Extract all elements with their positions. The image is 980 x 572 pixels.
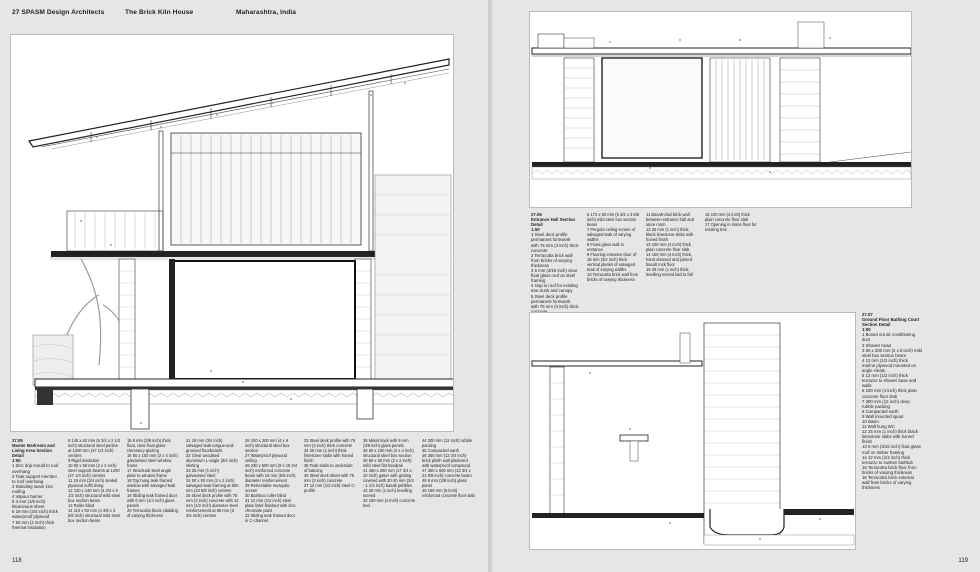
page-number-left: 118 [12,558,22,564]
note: 48 8 mm (3/8 inch) glass panel [422,478,467,488]
note: 40 50 x 50 mm (2 x 2 inch) mild steel flat handrail [363,458,412,468]
note: 46 350 mm (13 3/4 inch) brick plinth wall plastered with waterproof compound [422,453,471,468]
note: 6 19 mm (3/4 inch) thick waterproof plywood [12,509,58,520]
note: 14 12 mm (1/2 inch) thick terrazzo to sunken bathtub [862,454,913,465]
note: 38 Metal track with 9 mm (3/8 inch) glass panels [363,438,409,448]
note: 31 12 mm (1/2 inch) steel plate lintel finished with zinc chromate paint [245,498,296,513]
figure-scale: 1:50 [12,458,21,464]
note: 7 300 mm (12 inch) deep rubble packing [862,398,910,409]
note: 9 Wall mounted spout [862,413,904,419]
note: 10 50 x 50 mm (2 x 2 inch) steel support beams at 1200 (47 1/4 inch) centres [68,463,120,478]
note: 15 Terracotta brick floor from bricks of varying thickness [862,464,917,475]
drawing-27-05-master-bedroom-section [10,34,454,432]
note: 13 100 mm (4 inch) thick plain concrete floor slab [646,242,691,252]
note: 2 Teak support member to roof overhang [12,473,58,484]
figure-title: Master Bedroom and Living Area Section Detail [12,443,55,459]
note: 13 Roller blind [68,503,95,508]
figure-scale: 1:50 [862,327,871,333]
section-drawing-svg [11,35,454,432]
note: 6 172 x 92 mm (6 3/4 x 3 5/8 inch) mild steel box section beam [587,212,640,227]
note: 39 50 x 100 mm (2 x 4 inch) structural steel box section [363,448,414,458]
note: 30 Bamboo roller blind [245,493,286,498]
note: 35 Teak slabs to underside of balcony [304,463,353,473]
note: 3 50 x 200 mm (2 x 8 inch) mild steel box section beam [862,347,922,358]
notes-column [68,438,121,556]
notes-column [363,438,416,556]
project-location: Maharashtra, India [236,9,297,16]
figure-title: Entrance Hall Section Detail [531,217,576,228]
note: 8 Fixed glass wall to entrance [587,242,624,252]
note: 12 120 x 240 mm (4 3/4 x 9 1/2 inch) structural mild steel box section beam [68,488,121,503]
caption-27-05 [12,438,60,530]
note: 13 5 mm (3/16 inch) float glass roof on timber framing [862,444,921,455]
note: 43 100 mm (4 inch) concrete bed [363,498,416,508]
drawing-27-07-bathing-court-section [529,312,856,550]
notes-column [646,212,699,306]
notes-column [705,212,758,306]
note: 21 18 mm (3/4 inch) salvaged teak tongue-and-grooved floorboards [186,438,235,453]
note: 1 Steel deck profile permanent formwork with 75 mm (3 inch) thick concrete [531,232,579,253]
note: 29 Retractable mosquito screen [245,483,290,493]
note: 1 Boxed out air conditioning duct [862,332,916,343]
note: 1 Zinc drip mould to roof overhang [12,463,59,474]
note: 2 Shower head [862,342,891,348]
note: 6 100 mm (4 inch) thick plain concrete floor slab [862,388,917,399]
note: 49 150 mm (6 inch) reinforced concrete floor slab [422,488,475,498]
note: 20 Terracotta block cladding of varying thickness [127,508,178,518]
entrance-section-svg [530,12,912,208]
note: 4 12 mm (1/2 inch) thick marine plywood mounted on angle cleats [862,357,916,374]
notes-column [422,438,475,556]
figure-number: 27.05 [12,438,23,443]
note: 19 Sliding teak framed door with 6 mm (1/4 inch) glass panels [127,493,178,508]
figure-number: 27.06 [531,212,542,217]
note: 17 Opening in stone floor for existing tree [705,222,757,232]
note: 34 25 mm (1 inch) thick limestone slabs with honed finish [304,448,354,463]
figure-scale: 1:50 [531,227,540,233]
notes-columns-27-06 [587,212,758,306]
notes-column [127,438,180,556]
notes-column [186,438,239,556]
note: 24 50 x 50 mm (2 x 2 inch) salvaged teak framing at 600 mm (23 5/8 inch) centres [186,478,239,493]
note: 37 12 mm (1/2 inch) steel C-profile [304,483,356,493]
note: 5 3 mm (1/8 inch) bituminous sheet [12,499,46,510]
note: 11 19 mm (3/4 inch) sealed plywood soffit lining [68,478,118,488]
note: 8 145 x 62 mm (5 3/4 x 2 1/2 inch) structural steel purlins at 1200 mm (47 1/4 inch) centres [68,438,121,458]
note: 16 50 x 100 mm (2 x 4 inch) galvanised steel window frame [127,453,178,468]
note: 14 110 x 92 mm (4 3/8 x 3 5/8 inch) structural mild steel box section beam [68,508,121,523]
note: 4 Vapour barrier [12,494,43,500]
note: 32 Sliding teak framed door in C-channel [245,513,296,523]
note: 42 25 mm (1 inch) levelling screed [363,488,412,498]
note: 7 Pergola ceiling screen of salvaged teak of varying widths [587,227,636,242]
note: 10 Terracotta brick wall from bricks of varying thickness [587,272,639,282]
note: 23 25 mm (1 inch) galvanised steel [186,468,219,478]
note: 8 Compacted earth [862,408,899,414]
bathing-court-svg [530,313,856,550]
note: 11 Wall hung WC [862,424,895,430]
note: 15 25 mm (1 inch) thick levelling screed laid to fall [646,267,693,277]
section-heading: 27 SPASM Design Architects [12,9,105,16]
note: 4 Gap in roof for existing tree trunk and canopy [531,283,578,294]
note: 5 12 mm (1/2 inch) thick terrazzo to shower base and walls [862,373,917,389]
note: 3 5 mm (3/16 inch) clear float glass roof on steel framing [531,268,578,284]
note: 5 Steel deck profile permanent formwork with 75 mm (3 inch) thick [531,293,579,309]
note: 41 450 x 250 mm (17 3/4 x 10 inch) gutter with grating covered with 20-30 mm (3/4 - 1 1/4 inch) basalt pebbles [363,468,414,488]
note: 44 300 mm (12 inch) rubble packing [422,438,473,448]
note: 17 Structural steel angle plate to window frame [127,468,172,478]
figure-title: Ground Floor Bathing Court Section Detail [862,317,920,328]
note: 15 8 mm (3/8 inch) thick float, clear float glass clerestory glazing [127,438,171,453]
note: 45 Compacted earth [422,448,460,453]
note: 14 100 mm (4 inch) thick, hand dressed and jointed basalt rock floor [646,252,692,267]
note: 2 Terracotta brick wall from bricks of varying thickness [531,252,573,268]
note: 9 Rigid insulation [68,458,100,463]
notes-column [587,212,640,306]
note: 47 350 x 600 mm (13 3/4 x 23 5/8 inch) concrete beam [422,468,472,478]
drawing-27-06-entrance-hall-section [529,11,912,208]
note: 28 230 x 500 mm (9 x 19 3/4 inch) reinforced concrete beam with 16 mm (5/8 inch) diameter reinforcement [245,463,298,483]
left-page [0,0,488,572]
note: 16 Terracotta brick external wall from bricks of varying thickness [862,475,914,491]
note: 18 Top hung teak framed window with salvaged teak frames [127,478,176,493]
note: 3 Standing seam zinc roofing [12,483,54,494]
project-name: The Brick Kiln House [125,9,194,16]
figure-number: 27.07 [862,312,873,317]
caption-27-07 [862,312,922,522]
note: 9 Flooring entrance door of 18 mm (3/4 inch) thick vertical planks of salvaged teak of varying widths [587,252,637,272]
note: 10 Basin [862,418,879,424]
notes-column [245,438,298,556]
note: 12 25 mm (1 inch) thick black limestone slabs with honed finish [646,227,694,242]
note: 11 Basalt-clad brick wall between entrance hall and store room [646,212,695,227]
note: 25 Steel deck profile with 75 mm (3 inch) concrete with 12 mm (1/2 inch) diameter steel reinforcement at 95 mm (3 3/4 inch) centres [186,493,239,518]
note: 33 Steel deck profile with 75 mm (3 inch) thick concrete [304,438,356,448]
note: 36 Steel deck sheet with 75 mm (3 inch) concrete [304,473,355,483]
note: 22 Clear anodised aluminium L-angle (3/4 inch) skirting [186,453,238,468]
page-number-right: 119 [958,558,968,564]
note: 12 25 mm (1 inch) thick black limestone slabs with honed finish [862,429,918,445]
note: 7 50 mm (2 inch) thick thermal insulation [12,519,55,530]
caption-27-06 [531,212,579,314]
notes-columns-27-05 [68,438,475,556]
note: 26 100 x 200 mm (4 x 8 inch) structural steel box section [245,438,290,453]
notes-column [304,438,357,556]
note: 16 100 mm (4 inch) thick plain concrete floor slab [705,212,750,222]
right-page [492,0,980,572]
note: 27 Waterproof plywood ceiling [245,453,287,463]
